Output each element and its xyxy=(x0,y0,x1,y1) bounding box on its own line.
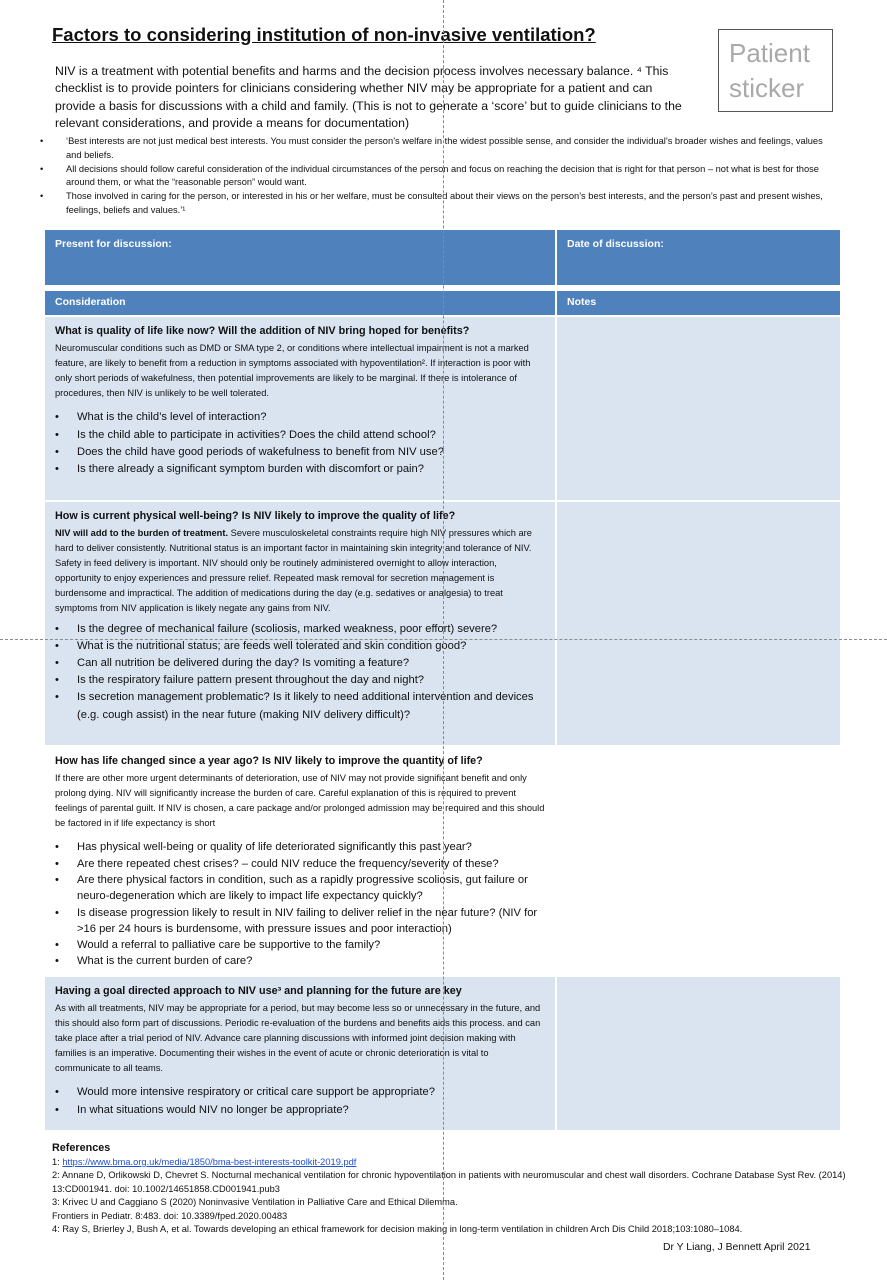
section-heading: Having a goal directed approach to NIV use³ and planning for the future are key xyxy=(55,985,462,997)
question-item: • Is secretion management problematic? Is it likely to need additional intervention and devices (e.g. cough assist) in the near future (making NIV delivery difficult)? xyxy=(55,689,545,723)
question-item: • Would a referral to palliative care be supportive to the family? xyxy=(55,937,545,953)
reference-item: 4: Ray S, Brierley J, Bush A, et al. Towards developing an ethical framework for decision making in long-term ventilation in children Arch Dis Child 2018;103:1080–1084. xyxy=(52,1224,743,1235)
present-for-discussion-field[interactable] xyxy=(45,230,555,285)
reference-item: Frontiers in Pediatr. 8:483. doi: 10.3389/fped.2020.00483 xyxy=(52,1210,288,1221)
section-text: As with all treatments, NIV may be appropriate for a period, but may become less so or unnecessary in the future, and this should also form part of discussions. Periodic re-evaluation of the burdens and benefits aids this process. and can take place after a trial period of NIV. Advance care planning discussions with informed joint decision making with families is an imperative. Documenting their wishes in the event of acute or chronic deterioration is vital to communicate to all teams. xyxy=(55,1003,541,1074)
consideration-label: Consideration xyxy=(55,296,126,308)
section-text: NIV will add to the burden of treatment. Severe musculoskeletal constraints require high NIV pressures which are hard to deliver consistently. Nutritional status is an important factor in maintaining skin integrity and tolerance of NIV. Safety in feed delivery is important. NIV should only be routinely administered overnight to allow interaction, opportunity to enjoy experiences and pressure relief. Repeated mask removal for secretion management is burdensome and impractical. The addition of medications during the day (e.g. sedatives or analgesia) to treat symptoms from NIV application is likely negate any gains from NIV. xyxy=(55,528,532,614)
reference-item: 2: Annane D, Orlikowski D, Chevret S. Nocturnal mechanical ventilation for chronic hypoventilation in patients with neuromuscular and chest wall disorders. Cochrane Database Syst Rev. (2014) 13:CD001941. doi: 10.1002/14651858.CD001941.pub3 xyxy=(52,1170,846,1194)
section-heading: What is quality of life like now? Will the addition of NIV bring hoped for benefits? xyxy=(55,325,470,337)
question-item: • What is the nutritional status; are feeds well tolerated and skin condition good? xyxy=(55,638,545,655)
section-heading: How is current physical well-being? Is NIV likely to improve the quality of life? xyxy=(55,510,456,522)
consideration-quality-of-life xyxy=(45,317,555,500)
date-of-discussion-label: Date of discussion: xyxy=(567,238,664,250)
question-item: • What is the current burden of care? xyxy=(55,953,545,969)
notes-cell[interactable] xyxy=(557,747,840,975)
notes-label: Notes xyxy=(567,296,597,308)
question-list xyxy=(55,839,545,969)
reference-link[interactable]: https://www.bma.org.uk/media/1850/bma-best-interests-toolkit-2019.pdf xyxy=(62,1157,357,1167)
question-item: • Is there already a significant symptom burden with discomfort or pain? xyxy=(55,461,545,478)
consideration-column-header xyxy=(45,291,555,315)
question-item: • Are there repeated chest crises? – could NIV reduce the frequency/severity of these? xyxy=(55,856,545,872)
question-item: • Is the child able to participate in activities? Does the child attend school? xyxy=(55,427,545,444)
principle-item: • All decisions should follow careful consideration of the individual circumstances of the person and focus on reaching the decision that is right for that person – not what is best for those around them, or what the “reasonable person” would want. xyxy=(38,163,838,190)
section-heading: How has life changed since a year ago? Is NIV likely to improve the quantity of life? xyxy=(55,755,483,767)
question-item: • Is the degree of mechanical failure (scoliosis, marked weakness, poor effort) severe? xyxy=(55,621,545,638)
question-item: • Has physical well-being or quality of life deteriorated significantly this past year? xyxy=(55,839,545,855)
question-item: • Does the child have good periods of wakefulness to benefit from NIV use? xyxy=(55,444,545,461)
references-heading: References xyxy=(52,1142,111,1154)
question-item: • Would more intensive respiratory or critical care support be appropriate? xyxy=(55,1084,545,1101)
notes-cell[interactable] xyxy=(557,502,840,745)
question-list xyxy=(55,1084,545,1118)
consideration-goal-directed-approach xyxy=(45,977,555,1130)
question-item: • Are there physical factors in condition, such as a rapidly progressive scoliosis, gut failure or neuro-degeneration which are likely to impact life expectancy quickly? xyxy=(55,872,545,905)
present-for-discussion-label: Present for discussion: xyxy=(55,238,172,250)
best-interest-principles xyxy=(38,135,838,218)
date-of-discussion-field[interactable] xyxy=(557,230,840,285)
references xyxy=(52,1141,852,1236)
consideration-physical-well-being xyxy=(45,502,555,745)
question-item: • What is the child’s level of interaction? xyxy=(55,409,545,426)
question-item: • Can all nutrition be delivered during the day? Is vomiting a feature? xyxy=(55,655,545,672)
question-list xyxy=(55,621,545,724)
author-credit: Dr Y Liang, J Bennett April 2021 xyxy=(663,1242,811,1253)
vertical-fold-guide xyxy=(443,0,444,1280)
notes-cell[interactable] xyxy=(557,977,840,1130)
reference-item: 3: Krivec U and Caggiano S (2020) Noninvasive Ventilation in Palliative Care and Ethical Dilemma. xyxy=(52,1197,458,1208)
sticker-line-2: sticker xyxy=(729,73,805,103)
notes-cell[interactable] xyxy=(557,317,840,500)
question-item: • In what situations would NIV no longer be appropriate? xyxy=(55,1102,545,1119)
reference-item: 1: https://www.bma.org.uk/media/1850/bma-best-interests-toolkit-2019.pdf xyxy=(52,1157,357,1167)
horizontal-fold-guide xyxy=(0,639,887,640)
question-list xyxy=(55,409,545,478)
notes-column-header xyxy=(557,291,840,315)
intro-paragraph: NIV is a treatment with potential benefits and harms and the decision process involves necessary balance. ⁴ This checklist is to provide pointers for clinicians considering whether NIV may be appropriate for a patient and can provide a basis for discussions with a child and family. (This is not to generate a ‘score’ but to guide clinicians to the relevant considerations, and provide a means for documentation) xyxy=(55,64,682,131)
principle-item: • ‘Best interests are not just medical best interests. You must consider the person’s welfare in the widest possible sense, and consider the individual’s broader wishes and feelings, values and beliefs. xyxy=(38,135,838,162)
section-text: If there are other more urgent determinants of deterioration, use of NIV may not provide significant benefit and only prolong dying. NIV will significantly increase the burden of care. Careful explanation of this is required to prevent feelings of parental guilt. If NIV is chosen, a care package and/or prolonged admission may be required and this should be factored in if life expectancy is short xyxy=(55,773,545,829)
page-title: Factors to considering institution of non-invasive ventilation? xyxy=(52,24,596,45)
section-text: Neuromuscular conditions such as DMD or SMA type 2, or conditions where intellectual impairment is not a marked feature, are likely to benefit from a reduction in symptoms associated with hypoventilation². If interaction is poor with only short periods of wakefulness, then potential improvements are likely to be marginal. If there is intolerance of procedures, then NIV is unlikely to be well tolerated. xyxy=(55,343,531,399)
sticker-line-1: Patient xyxy=(729,38,810,68)
consideration-quantity-of-life xyxy=(45,747,555,975)
patient-sticker-box xyxy=(718,29,833,112)
question-item: • Is disease progression likely to result in NIV failing to deliver relief in the near future? (NIV for >16 per 24 hours is burdensome, with pressure issues and poor interaction) xyxy=(55,905,545,938)
question-item: • Is the respiratory failure pattern present throughout the day and night? xyxy=(55,672,545,689)
principle-item: • Those involved in caring for the person, or interested in his or her welfare, must be consulted about their views on the person’s best interests, and the person’s past and present wishes, feelings, beliefs and values.’¹ xyxy=(38,190,838,217)
